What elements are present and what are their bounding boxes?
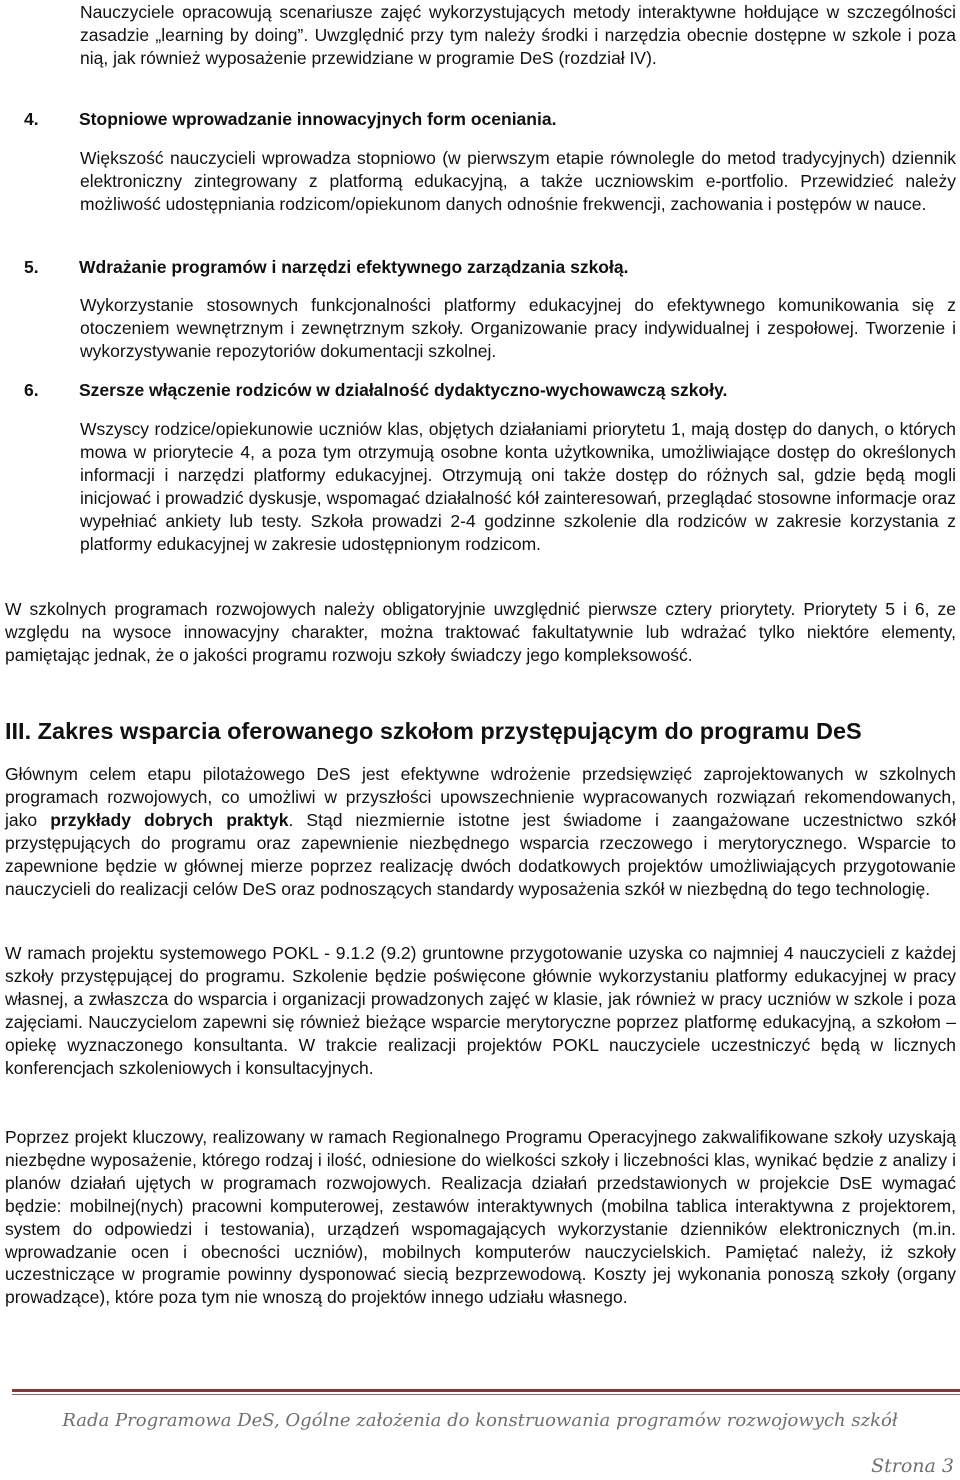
intro-paragraph: Nauczyciele opracowują scenariusze zajęć wykorzystujących metody interaktywne hołdujące w szczególności zasadzie „learning by doing”. Uwzględnić przy tym należy środki i narzędzia obecnie dostępne w szkole i poza nią, jak również wyposażenie przewidziane w programie DeS (rozdział IV). [80, 2, 956, 68]
item-5-body: Wykorzystanie stosownych funkcjonalności platformy edukacyjnej do efektywnego komunikowania się z otoczeniem wewnętrznym i zewnętrznym szkoły. Organizowanie pracy indywidualnej i zespołowej. Tworzenie i wykorzystywanie repozytoriów dokumentacji szkolnej. [80, 295, 956, 361]
item-4-body: Większość nauczycieli wprowadza stopniowo (w pierwszym etapie równolegle do metod tradycyjnych) dziennik elektroniczny zintegrowany z platformą edukacyjną, a także uczniowskim e-portfolio. Przewidzieć należy możliwość udostępniania rodzicom/opiekunom danych odnośnie frekwencji, zachowania i postępów w nauce. [80, 148, 956, 214]
summary-paragraph: W szkolnych programach rozwojowych należy obligatoryjnie uwzględnić pierwsze cztery priorytety. Priorytety 5 i 6, ze względu na wysoce innowacyjny charakter, można traktować fakultatywnie lub wdrażać tylko niektóre elementy, pamiętając jednak, że o jakości programu rozwoju szkoły świadczy jego kompleksowość. [5, 599, 956, 665]
item-6-title: Szersze włączenie rodziców w działalność dydaktyczno-wychowawczą szkoły. [79, 380, 728, 400]
para1-text-end: . Stąd niezmiernie istotne jest świadome i zaangażowane uczestnictwo szkół przystępujących do programu oraz zapewnienie niezbędnego wsparcia rzeczowego i merytorycznego. Wsparcie to zapewnione będzie w głównej mierze poprzez realizację dwóch dodatkowych projektów umożliwiających przygotowanie nauczycieli do realizacji celów DeS oraz podnoszących standardy wyposażenia szkół w niezbędną do tego technologię. [5, 809, 957, 899]
page-number: Strona 3 [871, 1455, 954, 1477]
footer-rule [12, 1389, 960, 1392]
item-6-number: 6. [24, 380, 39, 400]
item-4-title: Stopniowe wprowadzanie innowacyjnych form oceniania. [79, 109, 557, 129]
para1-text-start: Głównym celem etapu pilotażowego DeS jest efektywne wdrożenie przedsięwzięć zaprojektowanych w szkolnych programach rozwojowych, co umożliwi w przyszłości upowszechnienie wypracowanych rozwiązań rekomendowanych, jako [5, 764, 956, 830]
footer-text: Rada Programowa DeS, Ogólne założenia do konstruowania programów rozwojowych szkół [62, 1410, 898, 1431]
item-4-number: 4. [24, 109, 39, 129]
para1-bold-phrase: przykłady dobrych praktyk [50, 809, 289, 830]
section-heading: III. Zakres wsparcia oferowanego szkołom przystępującym do programu DeS [5, 718, 862, 744]
section-paragraph-3: Poprzez projekt kluczowy, realizowany w ramach Regionalnego Programu Operacyjnego zakwalifikowane szkoły uzyskają niezbędne wyposażenie, którego rodzaj i ilość, odniesione do wielkości szkoły i liczebności klas, wynikać będzie z analizy i planów działań ujętych w programach rozwojowych. Realizacja działań przedstawionych w projekcie DsE wymagać będzie: mobilnej(nych) pracowni komputerowej, zestawów interaktywnych (mobilna tablica interaktywna z projektorem, system do odpowiedzi i testowania), urządzeń wspomagających wykorzystanie dzienników elektronicznych (m.in. wprowadzanie ocen i obecności uczniów), mobilnych komputerów nauczycielskich. Pamiętać należy, iż szkoły uczestniczące w programie powinny dysponować siecią bezprzewodową. Koszty jej wykonania ponoszą szkoły (organy prowadzące), które poza tym nie wnoszą do projektów innego udziału własnego. [5, 1127, 956, 1308]
item-6-body: Wszyscy rodzice/opiekunowie uczniów klas, objętych działaniami priorytetu 1, mają dostęp do danych, o których mowa w priorytecie 4, a poza tym otrzymują osobne konta użytkownika, umożliwiające dostęp do określonych informacji i narzędzi platformy edukacyjnej. Otrzymują oni także dostęp do różnych sal, gdzie będą mogli inicjować i prowadzić dyskusje, wspomagać działalność kół zainteresowań, przeglądać stosowne informacje oraz wypełniać ankiety lub testy. Szkoła prowadzi 2-4 godzinne szkolenie dla rodziców w zakresie korzystania z platformy edukacyjnej w zakresie udostępnionym rodzicom. [80, 419, 956, 554]
item-5-number: 5. [24, 257, 39, 277]
section-paragraph-1 [5, 763, 956, 900]
section-paragraph-2: W ramach projektu systemowego POKL - 9.1.2 (9.2) gruntowne przygotowanie uzyska co najmniej 4 nauczycieli z każdej szkoły przystępującej do programu. Szkolenie będzie poświęcone głównie wykorzystaniu platformy edukacyjnej w pracy własnej, a zwłaszcza do wsparcia i organizacji prowadzonych zajęć w klasie, jak również w pracy uczniów w szkole i poza zajęciami. Nauczycielom zapewni się również bieżące wsparcie merytoryczne poprzez platformę edukacyjną, a szkołom – opiekę wyznaczonego konsultanta. W trakcie realizacji projektów POKL nauczyciele uczestniczyć będą w licznych konferencjach szkoleniowych i konsultacyjnych. [5, 943, 956, 1078]
footer-rule-thin [12, 1394, 960, 1395]
item-5-title: Wdrażanie programów i narzędzi efektywnego zarządzania szkołą. [79, 257, 629, 277]
